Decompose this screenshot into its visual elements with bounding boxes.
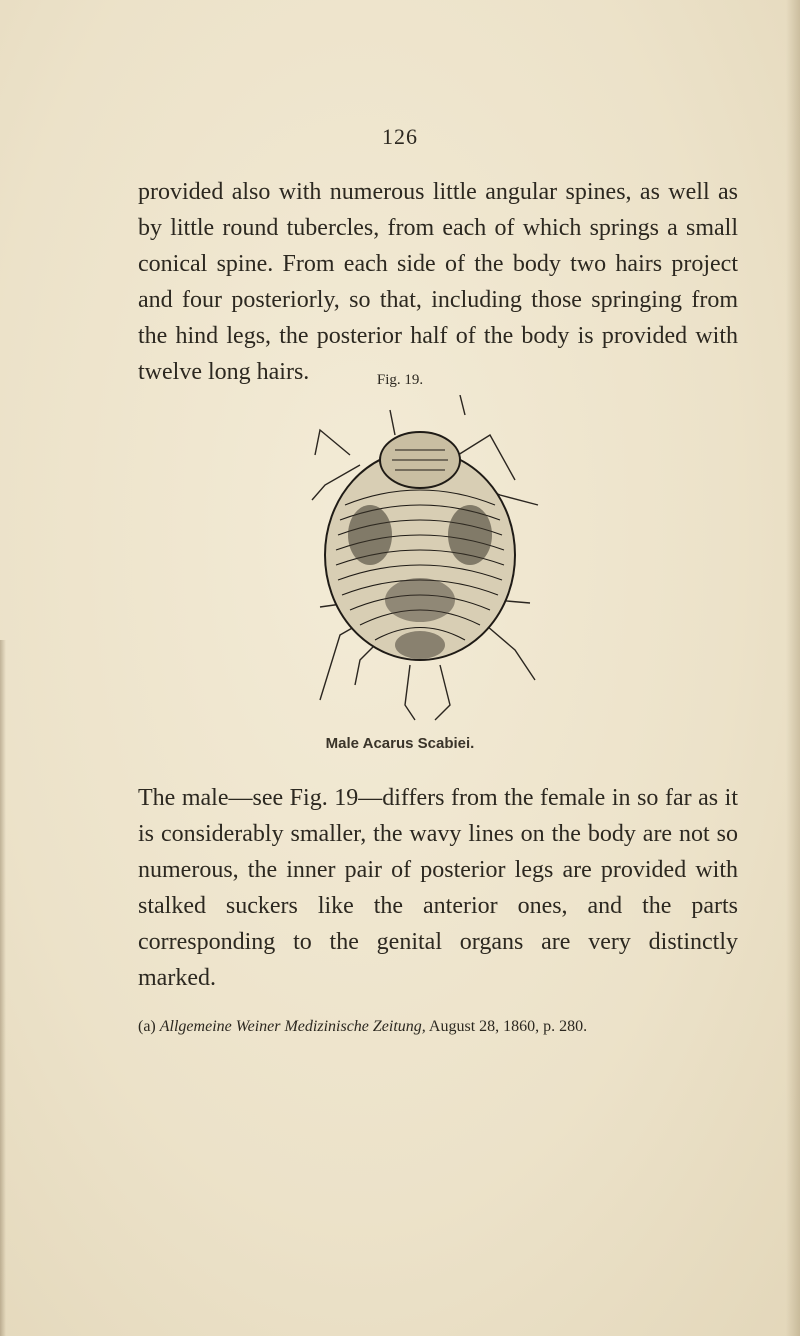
body-paragraph-1: provided also with numerous little angular spines, as well as by little round tubercles, from each of which springs a small conical spine. From each side of the body two hairs project and four posteriorly, so that, including those springing from the hind legs, the posterior half of the body is provided with twelve long hairs. [138, 179, 738, 385]
footnote-title: Allgemeine Weiner Medizinische Zeitung, [159, 1018, 426, 1035]
page-number: 126 [382, 124, 418, 149]
page-edge-shadow [786, 0, 800, 1336]
figure-caption: Male Acarus Scabiei. [325, 735, 475, 752]
body-paragraph-2: The male—see Fig. 19—differs from the female in so far as it is considerably smaller, the wavy lines on the body are not so numerous, the inner pair of posterior legs are provided with stalked suckers like the anterior ones, and the parts corresponding to the genital organs are very distinctly marked. [138, 785, 738, 991]
footnote-marker: (a) [138, 1018, 156, 1035]
footnote [138, 1016, 738, 1038]
figure-label: Fig. 19. [376, 372, 424, 388]
mite-illustration [300, 395, 560, 730]
footnote-detail: August 28, 1860, p. 280. [428, 1018, 588, 1035]
